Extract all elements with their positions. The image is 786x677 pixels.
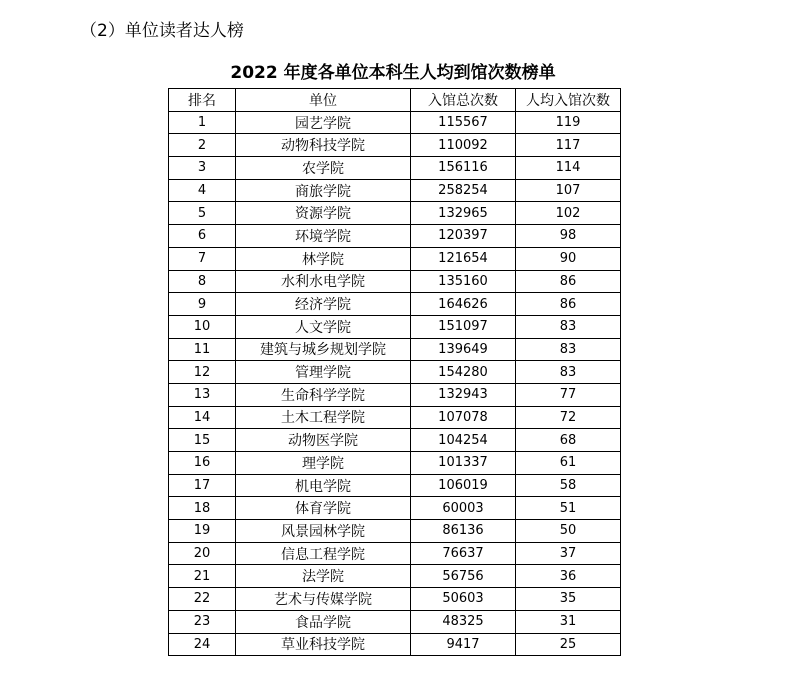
- per-capita-cell: 58: [516, 474, 621, 497]
- rank-cell: 11: [169, 338, 236, 361]
- table-row: [169, 157, 621, 180]
- per-capita-cell: 102: [516, 202, 621, 225]
- total-visits-cell: 48325: [411, 610, 516, 633]
- header-unit: 单位: [236, 89, 411, 112]
- per-capita-cell: 117: [516, 134, 621, 157]
- total-visits-cell: 164626: [411, 293, 516, 316]
- unit-cell: 生命科学学院: [236, 383, 411, 406]
- header-rank: 排名: [169, 89, 236, 112]
- per-capita-cell: 50: [516, 520, 621, 543]
- rank-cell: 2: [169, 134, 236, 157]
- rank-cell: 23: [169, 610, 236, 633]
- unit-cell: 商旅学院: [236, 179, 411, 202]
- rank-cell: 6: [169, 225, 236, 248]
- table-row: [169, 633, 621, 656]
- per-capita-cell: 25: [516, 633, 621, 656]
- rank-cell: 13: [169, 383, 236, 406]
- table-row: [169, 202, 621, 225]
- table-title: 2022 年度各单位本科生人均到馆次数榜单: [230, 63, 556, 83]
- unit-cell: 农学院: [236, 157, 411, 180]
- total-visits-cell: 106019: [411, 474, 516, 497]
- unit-cell: 动物科技学院: [236, 134, 411, 157]
- rank-cell: 7: [169, 247, 236, 270]
- table-row: [169, 565, 621, 588]
- rank-cell: 19: [169, 520, 236, 543]
- unit-cell: 机电学院: [236, 474, 411, 497]
- per-capita-cell: 72: [516, 406, 621, 429]
- unit-cell: 水利水电学院: [236, 270, 411, 293]
- per-capita-cell: 36: [516, 565, 621, 588]
- unit-cell: 土木工程学院: [236, 406, 411, 429]
- total-visits-cell: 258254: [411, 179, 516, 202]
- table-row: [169, 542, 621, 565]
- table-row: [169, 474, 621, 497]
- table-row: [169, 610, 621, 633]
- rank-cell: 5: [169, 202, 236, 225]
- table-row: [169, 270, 621, 293]
- rank-cell: 9: [169, 293, 236, 316]
- table-row: [169, 452, 621, 475]
- total-visits-cell: 101337: [411, 452, 516, 475]
- per-capita-cell: 61: [516, 452, 621, 475]
- per-capita-cell: 68: [516, 429, 621, 452]
- total-visits-cell: 86136: [411, 520, 516, 543]
- ranking-table: [168, 88, 621, 656]
- table-row: [169, 225, 621, 248]
- table-row: [169, 520, 621, 543]
- header-total-visits: 入馆总次数: [411, 89, 516, 112]
- table-row: [169, 134, 621, 157]
- per-capita-cell: 83: [516, 315, 621, 338]
- table-row: [169, 588, 621, 611]
- rank-cell: 16: [169, 452, 236, 475]
- unit-cell: 艺术与传媒学院: [236, 588, 411, 611]
- total-visits-cell: 110092: [411, 134, 516, 157]
- rank-cell: 20: [169, 542, 236, 565]
- rank-cell: 14: [169, 406, 236, 429]
- unit-cell: 食品学院: [236, 610, 411, 633]
- rank-cell: 17: [169, 474, 236, 497]
- total-visits-cell: 104254: [411, 429, 516, 452]
- total-visits-cell: 156116: [411, 157, 516, 180]
- rank-cell: 1: [169, 111, 236, 134]
- rank-cell: 24: [169, 633, 236, 656]
- total-visits-cell: 115567: [411, 111, 516, 134]
- per-capita-cell: 35: [516, 588, 621, 611]
- table-row: [169, 383, 621, 406]
- per-capita-cell: 37: [516, 542, 621, 565]
- table-row: [169, 315, 621, 338]
- total-visits-cell: 132943: [411, 383, 516, 406]
- table-row: [169, 293, 621, 316]
- per-capita-cell: 90: [516, 247, 621, 270]
- per-capita-cell: 77: [516, 383, 621, 406]
- per-capita-cell: 86: [516, 270, 621, 293]
- total-visits-cell: 121654: [411, 247, 516, 270]
- total-visits-cell: 135160: [411, 270, 516, 293]
- total-visits-cell: 56756: [411, 565, 516, 588]
- unit-cell: 人文学院: [236, 315, 411, 338]
- header-per-capita-visits: 人均入馆次数: [516, 89, 621, 112]
- table-row: [169, 429, 621, 452]
- unit-cell: 经济学院: [236, 293, 411, 316]
- table-row: [169, 497, 621, 520]
- unit-cell: 环境学院: [236, 225, 411, 248]
- section-heading: （2）单位读者达人榜: [80, 21, 244, 41]
- total-visits-cell: 132965: [411, 202, 516, 225]
- total-visits-cell: 154280: [411, 361, 516, 384]
- per-capita-cell: 114: [516, 157, 621, 180]
- unit-cell: 资源学院: [236, 202, 411, 225]
- table-row: [169, 406, 621, 429]
- per-capita-cell: 107: [516, 179, 621, 202]
- rank-cell: 15: [169, 429, 236, 452]
- unit-cell: 林学院: [236, 247, 411, 270]
- total-visits-cell: 60003: [411, 497, 516, 520]
- per-capita-cell: 31: [516, 610, 621, 633]
- unit-cell: 信息工程学院: [236, 542, 411, 565]
- table-row: [169, 247, 621, 270]
- rank-cell: 21: [169, 565, 236, 588]
- rank-cell: 12: [169, 361, 236, 384]
- unit-cell: 园艺学院: [236, 111, 411, 134]
- table-header-row: [169, 89, 621, 112]
- rank-cell: 18: [169, 497, 236, 520]
- per-capita-cell: 119: [516, 111, 621, 134]
- total-visits-cell: 151097: [411, 315, 516, 338]
- rank-cell: 10: [169, 315, 236, 338]
- unit-cell: 草业科技学院: [236, 633, 411, 656]
- unit-cell: 体育学院: [236, 497, 411, 520]
- unit-cell: 法学院: [236, 565, 411, 588]
- per-capita-cell: 86: [516, 293, 621, 316]
- total-visits-cell: 50603: [411, 588, 516, 611]
- unit-cell: 管理学院: [236, 361, 411, 384]
- total-visits-cell: 139649: [411, 338, 516, 361]
- unit-cell: 理学院: [236, 452, 411, 475]
- rank-cell: 3: [169, 157, 236, 180]
- rank-cell: 22: [169, 588, 236, 611]
- per-capita-cell: 83: [516, 338, 621, 361]
- total-visits-cell: 9417: [411, 633, 516, 656]
- rank-cell: 8: [169, 270, 236, 293]
- unit-cell: 动物医学院: [236, 429, 411, 452]
- table-row: [169, 179, 621, 202]
- rank-cell: 4: [169, 179, 236, 202]
- per-capita-cell: 83: [516, 361, 621, 384]
- total-visits-cell: 76637: [411, 542, 516, 565]
- per-capita-cell: 98: [516, 225, 621, 248]
- total-visits-cell: 120397: [411, 225, 516, 248]
- table-row: [169, 111, 621, 134]
- unit-cell: 建筑与城乡规划学院: [236, 338, 411, 361]
- total-visits-cell: 107078: [411, 406, 516, 429]
- unit-cell: 风景园林学院: [236, 520, 411, 543]
- table-row: [169, 338, 621, 361]
- table-row: [169, 361, 621, 384]
- per-capita-cell: 51: [516, 497, 621, 520]
